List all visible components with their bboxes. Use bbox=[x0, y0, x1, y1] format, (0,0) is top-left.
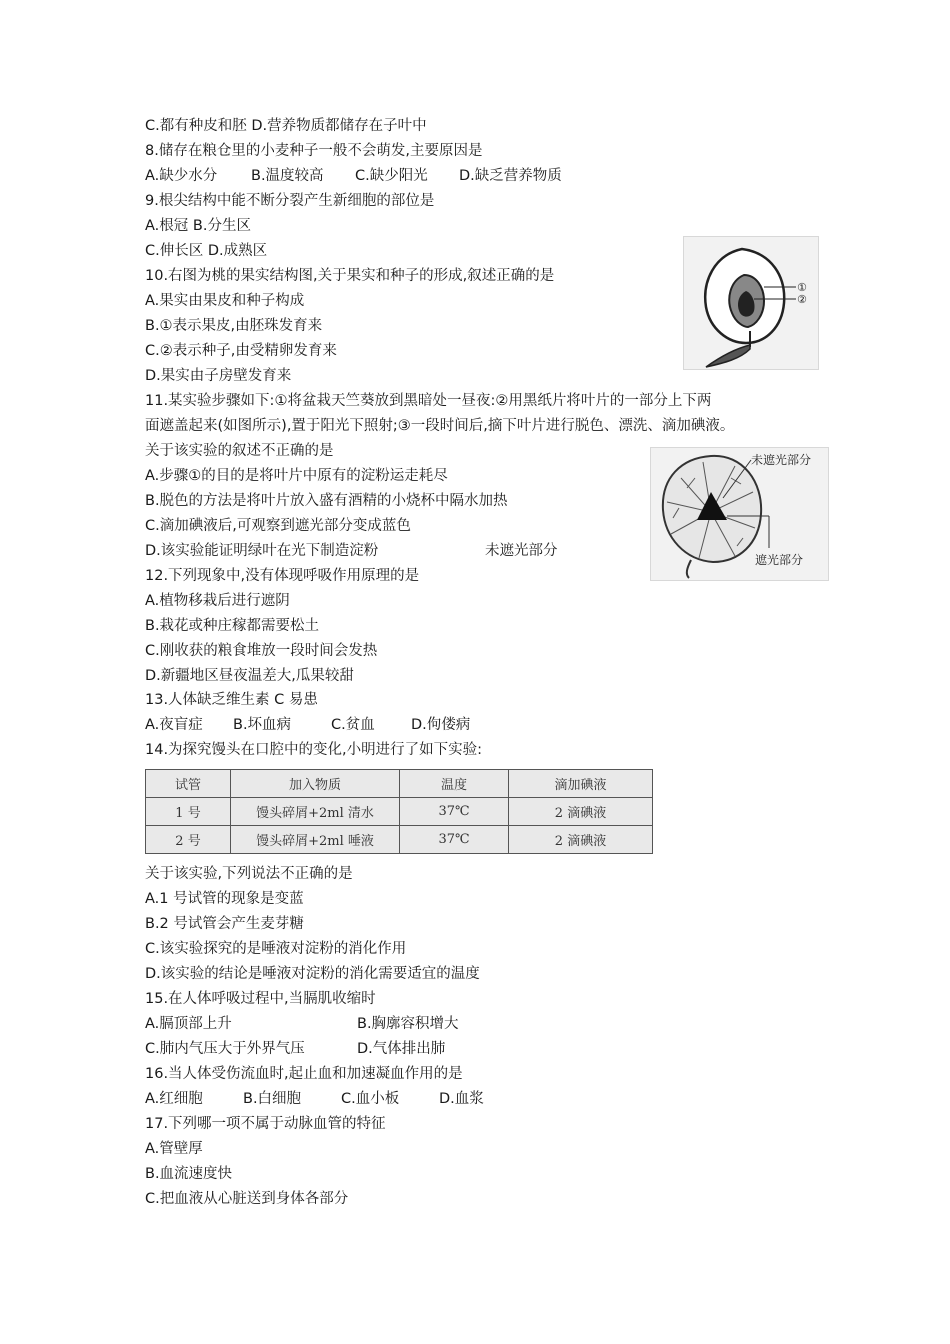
q15-options-ab bbox=[145, 1014, 459, 1034]
peach-diagram bbox=[684, 237, 818, 369]
q14-option-c: C.该实验探究的是唾液对淀粉的消化作用 bbox=[145, 941, 407, 957]
q13-option-c: C.贫血 bbox=[331, 717, 375, 733]
q16-option-d: D.血浆 bbox=[439, 1091, 484, 1107]
table-cell: 37℃ bbox=[400, 826, 509, 854]
q13-options bbox=[145, 715, 470, 735]
q14-stem: 14.为探究馒头在口腔中的变化,小明进行了如下实验: bbox=[145, 742, 483, 758]
q13-option-a: A.夜盲症 bbox=[145, 717, 203, 733]
table-cell: 2 滴碘液 bbox=[509, 798, 653, 826]
table-cell: 2 滴碘液 bbox=[509, 826, 653, 854]
q15-option-c: C.肺内气压大于外界气压 bbox=[145, 1041, 305, 1057]
q14-question: 关于该实验,下列说法不正确的是 bbox=[145, 866, 353, 882]
q13-option-d: D.佝偻病 bbox=[411, 717, 471, 733]
peach-fruit-figure bbox=[683, 236, 819, 370]
q8-option-b: B.温度较高 bbox=[251, 168, 324, 184]
q15-options-cd bbox=[145, 1039, 445, 1059]
q16-stem: 16.当人体受伤流血时,起止血和加速凝血作用的是 bbox=[145, 1066, 463, 1082]
q15-option-d: D.气体排出肺 bbox=[357, 1041, 446, 1057]
q12-option-c: C.刚收获的粮食堆放一段时间会发热 bbox=[145, 643, 378, 659]
q8-options bbox=[145, 166, 562, 186]
q12-option-d: D.新疆地区昼夜温差大,瓜果较甜 bbox=[145, 668, 354, 684]
q17-option-b: B.血流速度快 bbox=[145, 1166, 233, 1182]
q14-option-b: B.2 号试管会产生麦芽糖 bbox=[145, 916, 304, 932]
q17-option-a: A.管壁厚 bbox=[145, 1141, 203, 1157]
q8-option-c: C.缺少阳光 bbox=[355, 168, 428, 184]
q14-option-d: D.该实验的结论是唾液对淀粉的消化需要适宜的温度 bbox=[145, 966, 480, 982]
q11-stem-line2: 面遮盖起来(如图所示),置于阳光下照射;③一段时间后,摘下叶片进行脱色、漂洗、滴加碘液。 bbox=[145, 418, 735, 434]
q13-stem: 13.人体缺乏维生素 C 易患 bbox=[145, 692, 318, 708]
q11-stem-line3: 关于该实验的叙述不正确的是 bbox=[145, 443, 334, 459]
q8-stem: 8.储存在粮仓里的小麦种子一般不会萌发,主要原因是 bbox=[145, 143, 483, 159]
q11-unshaded-label: 未遮光部分 bbox=[485, 543, 558, 559]
table-header-row bbox=[146, 770, 653, 798]
table-header-cell: 滴加碘液 bbox=[509, 770, 653, 798]
q9-options-ab: A.根冠 B.分生区 bbox=[145, 218, 251, 234]
q16-option-c: C.血小板 bbox=[341, 1091, 400, 1107]
q8-option-d: D.缺乏营养物质 bbox=[459, 168, 562, 184]
leaf-label-unshaded: 未遮光部分 bbox=[751, 453, 812, 467]
table-cell: 37℃ bbox=[400, 798, 509, 826]
q14-option-a: A.1 号试管的现象是变蓝 bbox=[145, 891, 304, 907]
q16-options bbox=[145, 1089, 484, 1109]
q10-option-b: B.①表示果皮,由胚珠发育来 bbox=[145, 318, 323, 334]
peach-label-2: ② bbox=[797, 293, 807, 306]
q16-option-b: B.白细胞 bbox=[243, 1091, 302, 1107]
q8-option-a: A.缺少水分 bbox=[145, 168, 218, 184]
leaf-label-shaded: 遮光部分 bbox=[755, 553, 804, 567]
q7-options-cd: C.都有种皮和胚 D.营养物质都储存在子叶中 bbox=[145, 118, 427, 134]
leaf-diagram bbox=[651, 448, 828, 580]
q12-option-a: A.植物移栽后进行遮阴 bbox=[145, 593, 290, 609]
q13-option-b: B.坏血病 bbox=[233, 717, 292, 733]
q15-stem: 15.在人体呼吸过程中,当膈肌收缩时 bbox=[145, 991, 376, 1007]
q12-option-b: B.栽花或种庄稼都需要松土 bbox=[145, 618, 320, 634]
peach-label-1: ① bbox=[797, 281, 807, 294]
q17-stem: 17.下列哪一项不属于动脉血管的特征 bbox=[145, 1116, 386, 1132]
q12-stem: 12.下列现象中,没有体现呼吸作用原理的是 bbox=[145, 568, 420, 584]
q10-option-a: A.果实由果皮和种子构成 bbox=[145, 293, 305, 309]
q10-stem: 10.右图为桃的果实结构图,关于果实和种子的形成,叙述正确的是 bbox=[145, 268, 555, 284]
experiment-table bbox=[145, 769, 653, 854]
table-header-cell: 温度 bbox=[400, 770, 509, 798]
q9-options-cd: C.伸长区 D.成熟区 bbox=[145, 243, 268, 259]
q10-option-c: C.②表示种子,由受精卵发育来 bbox=[145, 343, 337, 359]
q15-option-b: B.胸廓容积增大 bbox=[357, 1016, 459, 1032]
q16-option-a: A.红细胞 bbox=[145, 1091, 203, 1107]
table-cell: 馒头碎屑+2ml 清水 bbox=[231, 798, 400, 826]
table-cell: 2 号 bbox=[146, 826, 231, 854]
q17-option-c: C.把血液从心脏送到身体各部分 bbox=[145, 1191, 349, 1207]
table-cell: 馒头碎屑+2ml 唾液 bbox=[231, 826, 400, 854]
q11-stem-line1: 11.某实验步骤如下:①将盆栽天竺葵放到黑暗处一昼夜:②用黑纸片将叶片的一部分上下两 bbox=[145, 393, 712, 409]
table-cell: 1 号 bbox=[146, 798, 231, 826]
table-header-cell: 加入物质 bbox=[231, 770, 400, 798]
q10-option-d: D.果实由子房壁发育来 bbox=[145, 368, 292, 384]
q11-option-c: C.滴加碘液后,可观察到遮光部分变成蓝色 bbox=[145, 518, 411, 534]
q11-option-d bbox=[145, 541, 558, 561]
q11-option-a: A.步骤①的目的是将叶片中原有的淀粉运走耗尽 bbox=[145, 468, 448, 484]
q11-option-b: B.脱色的方法是将叶片放入盛有酒精的小烧杯中隔水加热 bbox=[145, 493, 508, 509]
q15-option-a: A.膈顶部上升 bbox=[145, 1016, 232, 1032]
q9-stem: 9.根尖结构中能不断分裂产生新细胞的部位是 bbox=[145, 193, 435, 209]
table-header-cell: 试管 bbox=[146, 770, 231, 798]
table-row bbox=[146, 798, 653, 826]
leaf-figure bbox=[650, 447, 829, 581]
table-row bbox=[146, 826, 653, 854]
q11-option-d-text: D.该实验能证明绿叶在光下制造淀粉 bbox=[145, 543, 379, 559]
